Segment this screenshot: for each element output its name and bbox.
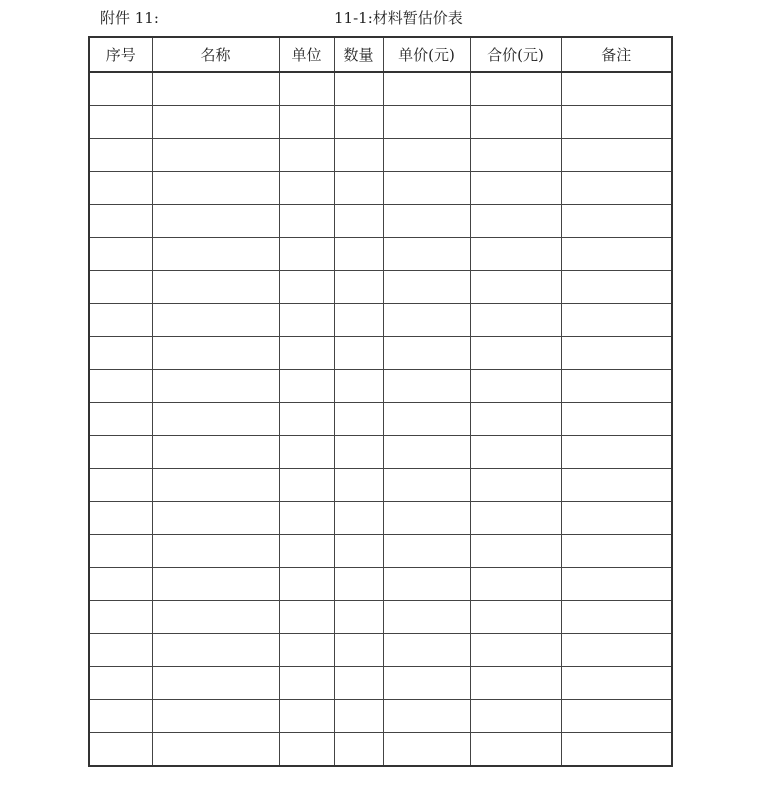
table-cell[interactable] [383,139,470,172]
table-cell[interactable] [334,601,383,634]
table-cell[interactable] [279,271,334,304]
table-cell[interactable] [334,370,383,403]
table-row [89,205,672,238]
table-cell[interactable] [383,700,470,733]
table-cell[interactable] [561,535,672,568]
table-header-row [89,37,672,72]
table-row [89,72,672,106]
table-cell[interactable] [470,436,561,469]
table-cell[interactable] [383,568,470,601]
table-cell[interactable] [334,535,383,568]
column-header-index: 序号 [89,37,152,72]
table-cell[interactable] [152,700,279,733]
table-cell[interactable] [383,601,470,634]
table-cell[interactable] [279,139,334,172]
table-cell[interactable] [383,403,470,436]
table-cell[interactable] [383,733,470,767]
table-cell[interactable] [334,436,383,469]
table-cell[interactable] [470,733,561,767]
table-row [89,337,672,370]
table-cell[interactable] [89,172,152,205]
table-cell[interactable] [279,502,334,535]
table-cell[interactable] [89,271,152,304]
table-cell[interactable] [470,72,561,106]
table-cell[interactable] [152,634,279,667]
table-cell[interactable] [89,403,152,436]
table-row [89,733,672,767]
table-row [89,667,672,700]
table-row [89,370,672,403]
table-cell[interactable] [470,238,561,271]
table-cell[interactable] [561,139,672,172]
table-cell[interactable] [152,205,279,238]
table-cell[interactable] [470,205,561,238]
table-cell[interactable] [334,172,383,205]
table-cell[interactable] [470,106,561,139]
table-cell[interactable] [334,139,383,172]
table-row [89,172,672,205]
table-cell[interactable] [470,634,561,667]
column-header-unit-price: 单价(元) [383,37,470,72]
table-cell[interactable] [279,634,334,667]
column-header-remarks: 备注 [561,37,672,72]
table-cell[interactable] [561,238,672,271]
column-header-unit: 单位 [279,37,334,72]
table-cell[interactable] [279,106,334,139]
table-cell[interactable] [89,370,152,403]
table-cell[interactable] [383,469,470,502]
table-row [89,634,672,667]
table-cell[interactable] [470,535,561,568]
table-cell[interactable] [561,370,672,403]
table-cell[interactable] [334,469,383,502]
table-cell[interactable] [383,667,470,700]
table-cell[interactable] [561,172,672,205]
table-cell[interactable] [561,205,672,238]
table-cell[interactable] [279,304,334,337]
table-cell[interactable] [89,601,152,634]
table-cell[interactable] [89,139,152,172]
table-cell[interactable] [561,667,672,700]
table-cell[interactable] [279,205,334,238]
table-cell[interactable] [89,72,152,106]
table-cell[interactable] [334,72,383,106]
table-cell[interactable] [561,700,672,733]
table-cell[interactable] [383,238,470,271]
table-cell[interactable] [152,238,279,271]
table-row [89,568,672,601]
table-cell[interactable] [152,106,279,139]
table-cell[interactable] [89,238,152,271]
table-cell[interactable] [279,436,334,469]
table-cell[interactable] [279,72,334,106]
table-cell[interactable] [334,205,383,238]
table-cell[interactable] [470,172,561,205]
table-cell[interactable] [334,667,383,700]
table-cell[interactable] [383,271,470,304]
table-cell[interactable] [470,568,561,601]
table-cell[interactable] [470,304,561,337]
table-cell[interactable] [279,238,334,271]
table-cell[interactable] [334,337,383,370]
table-cell[interactable] [561,271,672,304]
table-cell[interactable] [561,469,672,502]
table-cell[interactable] [152,304,279,337]
table-cell[interactable] [279,700,334,733]
table-cell[interactable] [561,436,672,469]
table-row [89,238,672,271]
attachment-label: 附件 11: [100,9,159,27]
table-cell[interactable] [279,568,334,601]
table-cell[interactable] [334,106,383,139]
table-row [89,304,672,337]
table-cell[interactable] [561,304,672,337]
table-cell[interactable] [334,403,383,436]
table-cell[interactable] [561,106,672,139]
table-cell[interactable] [152,139,279,172]
column-header-total-price: 合价(元) [470,37,561,72]
table-cell[interactable] [334,634,383,667]
table-cell[interactable] [152,436,279,469]
table-cell[interactable] [152,667,279,700]
table-cell[interactable] [89,634,152,667]
table-row [89,502,672,535]
table-row [89,139,672,172]
table-cell[interactable] [470,601,561,634]
table-cell[interactable] [561,72,672,106]
table-cell[interactable] [89,106,152,139]
table-cell[interactable] [334,304,383,337]
table-cell[interactable] [470,667,561,700]
table-cell[interactable] [334,700,383,733]
table-cell[interactable] [152,370,279,403]
table-cell[interactable] [383,535,470,568]
table-cell[interactable] [561,502,672,535]
document-title: 11-1:材料暂估价表 [334,9,463,27]
table-cell[interactable] [334,568,383,601]
table-cell[interactable] [383,370,470,403]
table-cell[interactable] [152,337,279,370]
column-header-name: 名称 [152,37,279,72]
table-cell[interactable] [279,337,334,370]
table-cell[interactable] [279,370,334,403]
table-cell[interactable] [383,304,470,337]
table-row [89,403,672,436]
table-cell[interactable] [152,469,279,502]
table-cell[interactable] [152,568,279,601]
table-cell[interactable] [152,403,279,436]
table-cell[interactable] [279,733,334,767]
table-cell[interactable] [279,535,334,568]
column-header-quantity: 数量 [334,37,383,72]
table-cell[interactable] [383,502,470,535]
table-cell[interactable] [89,502,152,535]
table-cell[interactable] [279,601,334,634]
table-cell[interactable] [383,172,470,205]
table-cell[interactable] [152,733,279,767]
table-cell[interactable] [334,238,383,271]
table-cell[interactable] [561,337,672,370]
material-estimate-table [88,36,673,767]
table-cell[interactable] [89,304,152,337]
table-cell[interactable] [383,634,470,667]
table-row [89,106,672,139]
table-cell[interactable] [334,502,383,535]
table-cell[interactable] [89,667,152,700]
table-cell[interactable] [334,733,383,767]
table-cell[interactable] [470,700,561,733]
table-cell[interactable] [89,436,152,469]
table-cell[interactable] [152,535,279,568]
table-cell[interactable] [334,271,383,304]
table-cell[interactable] [470,337,561,370]
table-row [89,700,672,733]
table-cell[interactable] [383,72,470,106]
table-cell[interactable] [89,535,152,568]
table-row [89,436,672,469]
table-row [89,271,672,304]
table-cell[interactable] [561,403,672,436]
table-cell[interactable] [561,601,672,634]
table-cell[interactable] [152,601,279,634]
table-cell[interactable] [89,469,152,502]
table-cell[interactable] [470,139,561,172]
table-cell[interactable] [152,271,279,304]
table-cell[interactable] [89,205,152,238]
table-cell[interactable] [89,733,152,767]
table-cell[interactable] [89,337,152,370]
table-row [89,535,672,568]
table-cell[interactable] [470,403,561,436]
table-body [89,72,672,766]
table-cell[interactable] [561,568,672,601]
table-row [89,601,672,634]
table-cell[interactable] [470,271,561,304]
table-cell[interactable] [561,634,672,667]
table-cell[interactable] [383,436,470,469]
table-cell[interactable] [279,469,334,502]
table-cell[interactable] [279,172,334,205]
table-cell[interactable] [279,667,334,700]
table-cell[interactable] [561,733,672,767]
table-cell[interactable] [383,337,470,370]
table-cell[interactable] [279,403,334,436]
table-cell[interactable] [470,502,561,535]
table-row [89,469,672,502]
table-cell[interactable] [152,172,279,205]
table-cell[interactable] [89,700,152,733]
table-cell[interactable] [383,205,470,238]
table-cell[interactable] [470,370,561,403]
table-cell[interactable] [152,72,279,106]
table-cell[interactable] [470,469,561,502]
table-cell[interactable] [383,106,470,139]
table-cell[interactable] [89,568,152,601]
table-cell[interactable] [152,502,279,535]
